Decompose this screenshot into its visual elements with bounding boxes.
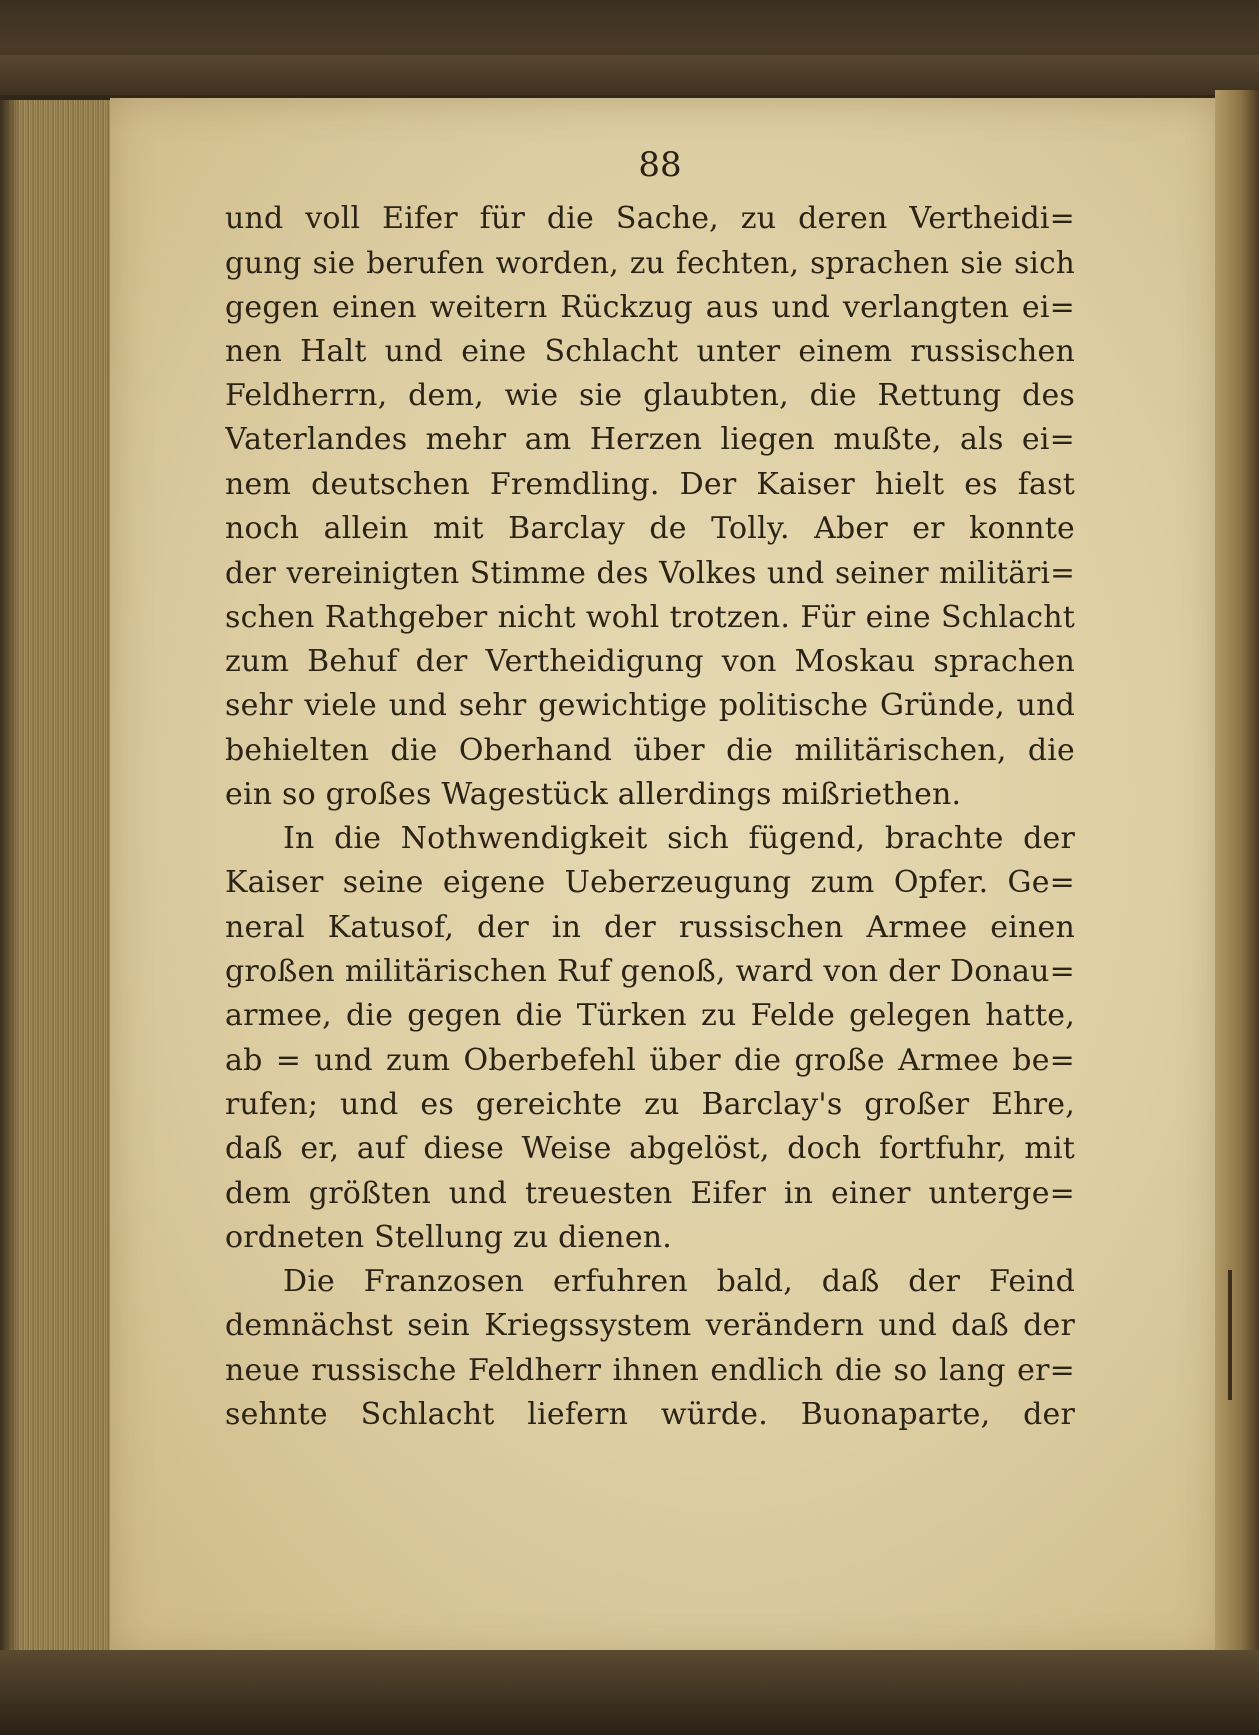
text-line: ordneten Stellung zu dienen. — [225, 1219, 673, 1255]
page-edges-shadow — [0, 100, 20, 1660]
text-line: noch allein mit Barclay de Tolly. Aber er konnte — [225, 511, 1075, 547]
text-line: zum Behuf der Vertheidigung von Moskau sprachen — [225, 643, 1075, 679]
text-line: Feldherrn, dem, wie sie glaubten, die Rettung des — [225, 378, 1075, 414]
text-line: behielten die Oberhand über die militärischen, die — [225, 732, 1075, 768]
text-line: nem deutschen Fremdling. Der Kaiser hielt es fast — [225, 466, 1075, 502]
text-line: Kaiser seine eigene Ueberzeugung zum Opfer. Ge= — [225, 865, 1075, 901]
text-line: daß er, auf diese Weise abgelöst, doch fortfuhr, mit — [225, 1131, 1075, 1167]
text-line: schen Rathgeber nicht wohl trotzen. Für eine Schlacht — [225, 599, 1075, 635]
binding-mark — [1228, 1270, 1232, 1400]
text-line: dem größten und treuesten Eifer in einer unterge= — [225, 1175, 1075, 1211]
book-cover-bottom — [0, 1650, 1259, 1735]
text-line: Die Franzosen erfuhren bald, daß der Feind — [283, 1264, 1075, 1300]
text-line: sehnte Schlacht liefern würde. Buonaparte, der — [225, 1397, 1075, 1433]
text-line: großen militärischen Ruf genoß, ward von der Donau= — [225, 954, 1075, 990]
book-board-edge — [0, 55, 1259, 95]
text-line: und voll Eifer für die Sache, zu deren Vertheidi= — [225, 201, 1075, 236]
text-line: Vaterlandes mehr am Herzen liegen mußte, als ei= — [225, 422, 1075, 458]
text-line: ein so großes Wagestück allerdings mißriethen. — [225, 776, 962, 812]
text-line: nen Halt und eine Schlacht unter einem russischen — [225, 333, 1075, 369]
text-line: demnächst sein Kriegssystem verändern und daß der — [225, 1308, 1075, 1344]
text-line: gung sie berufen worden, zu fechten, sprachen sie sich — [225, 246, 1075, 281]
text-line: sehr viele und sehr gewichtige politische Gründe, und — [225, 688, 1075, 724]
text-line: armee, die gegen die Türken zu Felde gelegen hatte, — [225, 998, 1075, 1034]
text-line: ab = und zum Oberbefehl über die große Armee be= — [225, 1042, 1075, 1078]
page-number: 88 — [638, 145, 682, 185]
page-edges-right — [1215, 90, 1259, 1670]
text-line: In die Nothwendigkeit sich fügend, brachte der — [283, 821, 1075, 857]
text-line: gegen einen weitern Rückzug aus und verlangten ei= — [225, 289, 1075, 325]
text-line: neue russische Feldherr ihnen endlich die so lang er= — [225, 1352, 1075, 1388]
text-line: rufen; und es gereichte zu Barclay's großer Ehre, — [225, 1086, 1075, 1122]
text-line: neral Katusof, der in der russischen Armee einen — [225, 909, 1075, 945]
text-line: der vereinigten Stimme des Volkes und seiner militäri= — [225, 556, 1075, 591]
body-text — [225, 197, 1075, 1437]
